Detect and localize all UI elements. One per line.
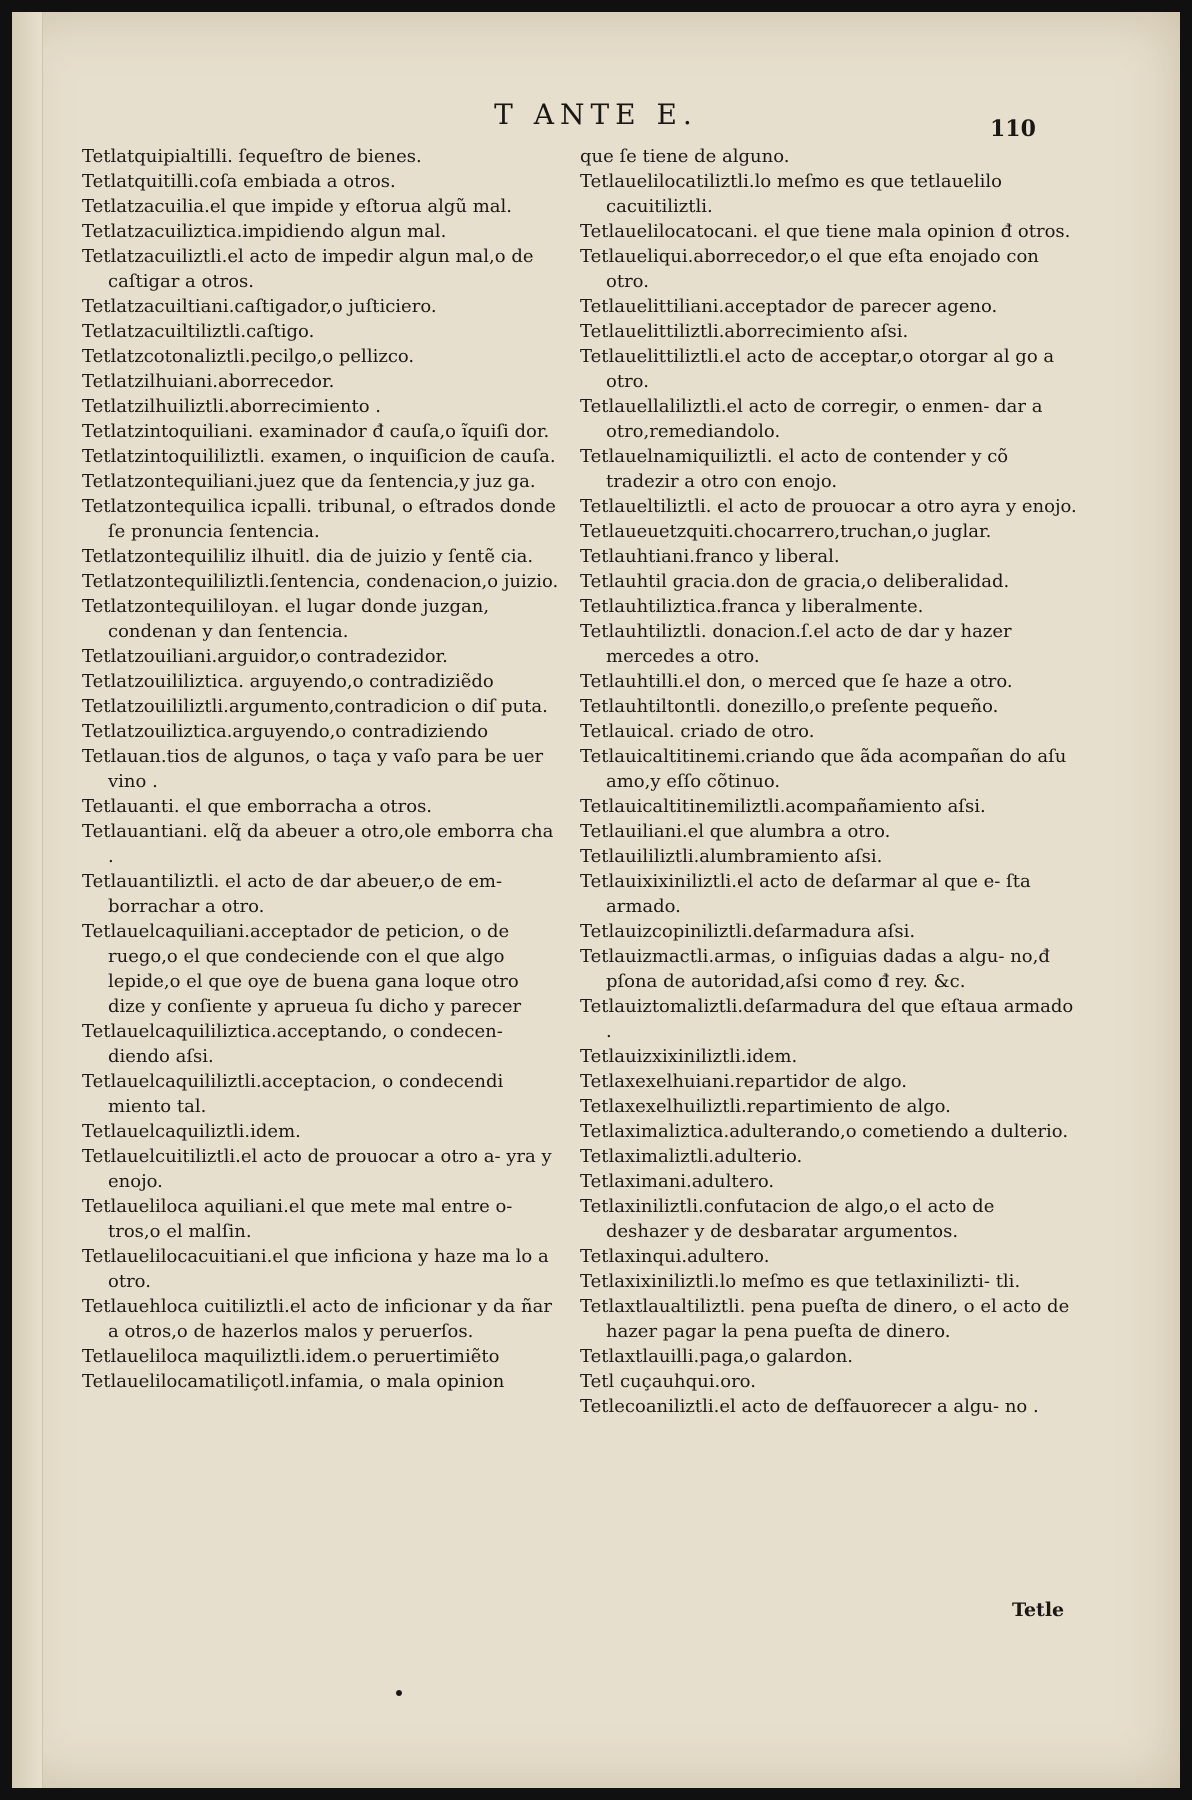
dictionary-entry: Tetlatzacuiltiani.caſtigador,o juſticiero. xyxy=(82,296,437,317)
dictionary-entry: Tetlatzintoquiliani. examinador đ cauſa,o ĩquiſi dor. xyxy=(82,421,550,442)
dictionary-entry: Tetlauelcaquiliztli.idem. xyxy=(82,1121,301,1142)
dictionary-entry: Tetlaxiniliztli.confutacion de algo,o el acto de deshazer y de desbaratar argumentos. xyxy=(580,1196,995,1242)
dictionary-entry: Tetlauhtiliztica.franca y liberalmente. xyxy=(580,596,924,617)
dictionary-entry: Tetlatquipialtilli. ſequeſtro de bienes. xyxy=(82,146,422,167)
dictionary-entry: Tetlauelittiliani.acceptador de parecer ageno. xyxy=(580,296,998,317)
dictionary-entry: Tetlauelilocamatiliçotl.infamia, o mala opinion xyxy=(82,1371,505,1392)
dictionary-entry: Tetlauililiztli.alumbramiento aſsi. xyxy=(580,846,883,867)
dictionary-entry: Tetlatzontequiliani.juez que da ſentencia,y juz ga. xyxy=(82,471,536,492)
gutter-strip xyxy=(12,12,43,1788)
left-column xyxy=(82,144,560,1394)
dictionary-entry: Tetlatquitilli.coſa embiada a otros. xyxy=(82,171,396,192)
dictionary-entry: Tetlauicaltitinemiliztli.acompañamiento aſsi. xyxy=(580,796,986,817)
book-page xyxy=(12,12,1180,1788)
dictionary-entry: Tetlauelcuitiliztli.el acto de prouocar a otro a- yra y enojo. xyxy=(82,1146,552,1192)
dictionary-entry: Tetlatzacuilia.el que impide y eſtorua algũ mal. xyxy=(82,196,512,217)
dictionary-entry: Tetlatzacuiliztli.el acto de impedir algun mal,o de caſtigar a otros. xyxy=(82,246,534,292)
dictionary-entry: Tetlaximani.adultero. xyxy=(580,1171,775,1192)
dictionary-entry: Tetlaximaliztli.adulterio. xyxy=(580,1146,803,1167)
dictionary-entry: Tetlatzacuiliztica.impidiendo algun mal. xyxy=(82,221,447,242)
dictionary-entry: Tetlatzouiliztica.arguyendo,o contradiziendo xyxy=(82,721,489,742)
dictionary-entry: Tetlecoaniliztli.el acto de deſfauorecer a algu- no . xyxy=(580,1396,1039,1417)
dictionary-entry: Tetlatzacuiltiliztli.caſtigo. xyxy=(82,321,315,342)
dictionary-entry: Tetlaxtlaualtiliztli. pena pueſta de dinero, o el acto de hazer pagar la pena pueſta de dinero. xyxy=(580,1296,1070,1342)
dictionary-entry: Tetlauelcaquiliani.acceptador de peticion, o de ruego,o el que condeciende con el que algo lepide,o el que oye de buena gana loque otro dize y conſiente y aprueua ſu dicho y parecer xyxy=(82,921,522,1017)
dictionary-entry: Tetlatzontequililiztli.ſentencia, condenacion,o juizio. xyxy=(82,571,559,592)
dictionary-entry: Tetlaximaliztica.adulterando,o cometiendo a dulterio. xyxy=(580,1121,1069,1142)
dictionary-entry: que ſe tiene de alguno. xyxy=(580,146,790,167)
dictionary-entry: Tetlauantiani. elq̃ da abeuer a otro,ole emborra cha . xyxy=(82,821,554,867)
dictionary-entry: Tetlaueliloca maquiliztli.idem.o peruertimiẽto xyxy=(82,1346,500,1367)
dictionary-entry: Tetlatzintoquililiztli. examen, o inquiſicion de cauſa. xyxy=(82,446,556,467)
dictionary-entry: Tetlauhtiltontli. donezillo,o preſente pequeño. xyxy=(580,696,999,717)
dictionary-entry: Tetlatzontequililiz ilhuitl. dia de juizio y ſentẽ cia. xyxy=(82,546,534,567)
dictionary-entry: Tetlaxinqui.adultero. xyxy=(580,1246,770,1267)
dictionary-entry: Tetlatzilhuiliztli.aborrecimiento . xyxy=(82,396,381,417)
dictionary-entry: Tetlaxtlauilli.paga,o galardon. xyxy=(580,1346,854,1367)
dictionary-entry: Tetl cuçauhqui.oro. xyxy=(580,1371,756,1392)
dictionary-entry: Tetlauellaliliztli.el acto de corregir, o enmen- dar a otro,remediandolo. xyxy=(580,396,1043,442)
running-head: T ANTE E. xyxy=(494,98,698,131)
dictionary-entry: Tetlauiliani.el que alumbra a otro. xyxy=(580,821,891,842)
dictionary-entry: Tetlatzontequililoyan. el lugar donde juzgan, condenan y dan ſentencia. xyxy=(82,596,490,642)
dictionary-entry: Tetlauelcaquililiztica.acceptando, o condecen- diendo aſsi. xyxy=(82,1021,503,1067)
dictionary-entry: Tetlatzcotonaliztli.pecilgo,o pellizco. xyxy=(82,346,415,367)
dictionary-entry: Tetlauicaltitinemi.criando que ãda acompañan do aſu amo,y eſſo cõtinuo. xyxy=(580,746,1067,792)
dictionary-entry: Tetlauhtilli.el don, o merced que ſe haze a otro. xyxy=(580,671,1013,692)
dictionary-entry: Tetlauan.tios de algunos, o taça y vaſo para be uer vino . xyxy=(82,746,544,792)
dictionary-entry: Tetlauanti. el que emborracha a otros. xyxy=(82,796,433,817)
dictionary-entry: Tetlatzilhuiani.aborrecedor. xyxy=(82,371,335,392)
dictionary-entry: Tetlauelcaquililiztli.acceptacion, o condecendi miento tal. xyxy=(82,1071,504,1117)
dictionary-entry: Tetlauelittiliztli.el acto de acceptar,o otorgar al go a otro. xyxy=(580,346,1055,392)
dictionary-entry: Tetlauehloca cuitiliztli.el acto de inficionar y da ñar a otros,o de hazerlos malos y peruerſos. xyxy=(82,1296,552,1342)
dictionary-entry: Tetlauiztomaliztli.deſarmadura del que eſtaua armado . xyxy=(580,996,1074,1042)
dictionary-entry: Tetlaxixiniliztli.lo meſmo es que tetlaxinilizti- tli. xyxy=(580,1271,1021,1292)
dictionary-entry: Tetlauhtil gracia.don de gracia,o deliberalidad. xyxy=(580,571,1010,592)
catchword: Tetle xyxy=(1012,1599,1065,1621)
dictionary-entry: Tetlauelnamiquiliztli. el acto de contender y cõ tradezir a otro con enojo. xyxy=(580,446,1009,492)
dictionary-entry: Tetlauantiliztli. el acto de dar abeuer,o de em- borrachar a otro. xyxy=(82,871,503,917)
dictionary-entry: Tetlaxexelhuiliztli.repartimiento de algo. xyxy=(580,1096,951,1117)
dictionary-entry: Tetlaueliqui.aborrecedor,o el que eſta enojado con otro. xyxy=(580,246,1039,292)
folio-number: 110 xyxy=(990,116,1036,142)
signature-mark xyxy=(396,1690,402,1696)
dictionary-entry: Tetlauelittiliztli.aborrecimiento aſsi. xyxy=(580,321,909,342)
dictionary-entry: Tetlauelilocatiliztli.lo meſmo es que tetlauelilo cacuitiliztli. xyxy=(580,171,1002,217)
dictionary-entry: Tetlauical. criado de otro. xyxy=(580,721,815,742)
dictionary-entry: Tetlatzouililiztica. arguyendo,o contradiziẽdo xyxy=(82,671,494,692)
dictionary-entry: Tetlauixixiniliztli.el acto de deſarmar al que e- ſta armado. xyxy=(580,871,1031,917)
dictionary-entry: Tetlauelilocacuitiani.el que inficiona y haze ma lo a otro. xyxy=(82,1246,549,1292)
dictionary-entry: Tetlauizxixiniliztli.idem. xyxy=(580,1046,798,1067)
dictionary-entry: Tetlauhtiliztli. donacion.ſ.el acto de dar y hazer mercedes a otro. xyxy=(580,621,1012,667)
right-column xyxy=(580,144,1078,1419)
dictionary-entry: Tetlaueliloca aquiliani.el que mete mal entre o- tros,o el malſin. xyxy=(82,1196,513,1242)
dictionary-entry: Tetlatzouililiztli.argumento,contradicion o diſ puta. xyxy=(82,696,548,717)
dictionary-entry: Tetlaxexelhuiani.repartidor de algo. xyxy=(580,1071,908,1092)
dictionary-entry: Tetlauizcopiniliztli.deſarmadura aſsi. xyxy=(580,921,916,942)
dictionary-entry: Tetlauhtiani.franco y liberal. xyxy=(580,546,840,567)
dictionary-entry: Tetlaueltiliztli. el acto de prouocar a otro ayra y enojo. xyxy=(580,496,1077,517)
dictionary-entry: Tetlaueuetzquiti.chocarrero,truchan,o juglar. xyxy=(580,521,992,542)
dictionary-entry: Tetlauelilocatocani. el que tiene mala opinion đ otros. xyxy=(580,221,1071,242)
dictionary-entry: Tetlatzouiliani.arguidor,o contradezidor. xyxy=(82,646,448,667)
dictionary-entry: Tetlatzontequilica icpalli. tribunal, o eſtrados donde ſe pronuncia ſentencia. xyxy=(82,496,556,542)
dictionary-entry: Tetlauizmactli.armas, o inſiguias dadas a algu- no,đ pſona de autoridad,aſsi como đ rey. &c. xyxy=(580,946,1050,992)
